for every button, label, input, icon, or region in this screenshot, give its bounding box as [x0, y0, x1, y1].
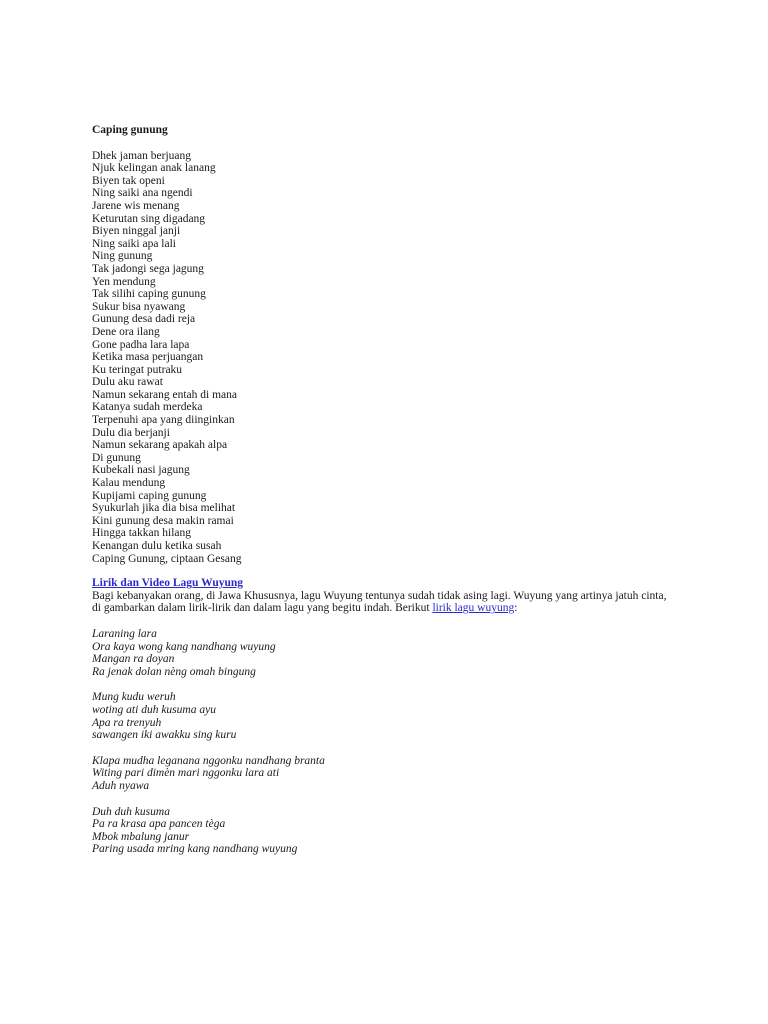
stanza-line: Ra jenak dolan nèng omah bingung — [92, 665, 256, 678]
lyric-line: Sukur bisa nyawang — [92, 300, 186, 313]
wuyung-stanza-4 — [92, 806, 692, 856]
stanza-line: sawangen iki awakku sing kuru — [92, 729, 237, 742]
lyric-line: Katanya sudah merdeka — [92, 401, 203, 414]
lyric-line: Gunung desa dadi reja — [92, 313, 196, 326]
lyric-line: Terpenuhi apa yang diinginkan — [92, 414, 235, 427]
lyric-line: Yen mendung — [92, 275, 156, 288]
stanza-line: Mbok mbalung janur — [92, 830, 190, 843]
intro-line-1: Bagi kebanyakan orang, di Jawa Khususnya, lagu Wuyung tentunya sudah tidak asing lagi. Wuyung yang artinya jatuh cinta, — [92, 589, 667, 602]
stanza-line: Pa ra krasa apa pancen tèga — [92, 818, 226, 831]
wuyung-stanza-1 — [92, 628, 692, 678]
stanza-line: Witing pari dimèn mari nggonku lara ati — [92, 767, 280, 780]
lyric-line: Biyen ninggal janji — [92, 225, 181, 238]
lyric-line: Jarene wis menang — [92, 199, 180, 212]
lyric-line: Njuk kelingan anak lanang — [92, 162, 216, 175]
lyric-line: Di gunung — [92, 451, 141, 464]
lirik-lagu-wuyung-link[interactable]: lirik lagu wuyung — [432, 602, 515, 615]
lyric-line: Kenangan dulu ketika susah — [92, 540, 222, 552]
stanza-line: Mung kudu weruh — [92, 691, 176, 704]
lyric-line: Kubekali nasi jagung — [92, 464, 190, 477]
stanza-line: Duh duh kusuma — [92, 805, 170, 818]
stanza-line: woting ati duh kusuma ayu — [92, 703, 216, 716]
wuyung-stanza-2 — [92, 691, 692, 741]
lyric-line: Ku teringat putraku — [92, 363, 183, 376]
wuyung-stanza-3 — [92, 755, 692, 793]
lyric-line: Tak jadongi sega jagung — [92, 262, 204, 275]
lyric-line: Dhek jaman berjuang — [92, 149, 191, 162]
stanza-line: Paring usada mring kang nandhang wuyung — [92, 843, 298, 856]
lyric-line: Kini gunung desa makin ramai — [92, 514, 234, 527]
lyric-line: Hingga takkan hilang — [92, 527, 192, 540]
lyric-line: Biyen tak openi — [92, 174, 165, 187]
lyric-line: Kupijami caping gunung — [92, 489, 207, 502]
lyric-line: Namun sekarang apakah alpa — [92, 439, 228, 452]
intro-line-2: di gambarkan dalam lirik-lirik dan dalam lagu yang begitu indah. Berikut — [92, 602, 433, 615]
stanza-line: Ora kaya wong kang nandhang wuyung — [92, 640, 276, 653]
song-title: Caping gunung — [92, 124, 168, 136]
caping-gunung-lyrics — [92, 150, 692, 566]
lyric-line: Ning saiki apa lali — [92, 237, 176, 250]
lyric-line: Ning gunung — [92, 250, 153, 263]
document-content — [92, 124, 692, 856]
lyric-line: Gone padha lara lapa — [92, 338, 190, 351]
lyric-line: Ning saiki ana ngendi — [92, 187, 193, 200]
lyric-line: Dene ora ilang — [92, 325, 160, 338]
wuyung-intro-paragraph — [92, 590, 692, 615]
lyric-line: Tak silihi caping gunung — [92, 288, 206, 301]
stanza-line: Apa ra trenyuh — [92, 716, 162, 729]
lyric-line: Dulu aku rawat — [92, 376, 163, 389]
intro-colon: : — [514, 602, 518, 615]
lyric-line: Syukurlah jika dia bisa melihat — [92, 502, 236, 515]
lyric-line: Caping Gunung, ciptaan Gesang — [92, 552, 242, 565]
stanza-line: Aduh nyawa — [92, 779, 150, 792]
stanza-line: Laraning lara — [92, 627, 157, 640]
lyric-line: Kalau mendung — [92, 477, 166, 490]
lyric-line: Ketika masa perjuangan — [92, 351, 204, 364]
stanza-line: Mangan ra doyan — [92, 653, 175, 666]
lyric-line: Namun sekarang entah di mana — [92, 388, 237, 401]
lyric-line: Dulu dia berjanji — [92, 426, 170, 439]
lyric-line: Keturutan sing digadang — [92, 212, 206, 225]
stanza-line: Klapa mudha leganana nggonku nandhang branta — [92, 754, 325, 767]
wuyung-section-link[interactable]: Lirik dan Video Lagu Wuyung — [92, 577, 244, 590]
